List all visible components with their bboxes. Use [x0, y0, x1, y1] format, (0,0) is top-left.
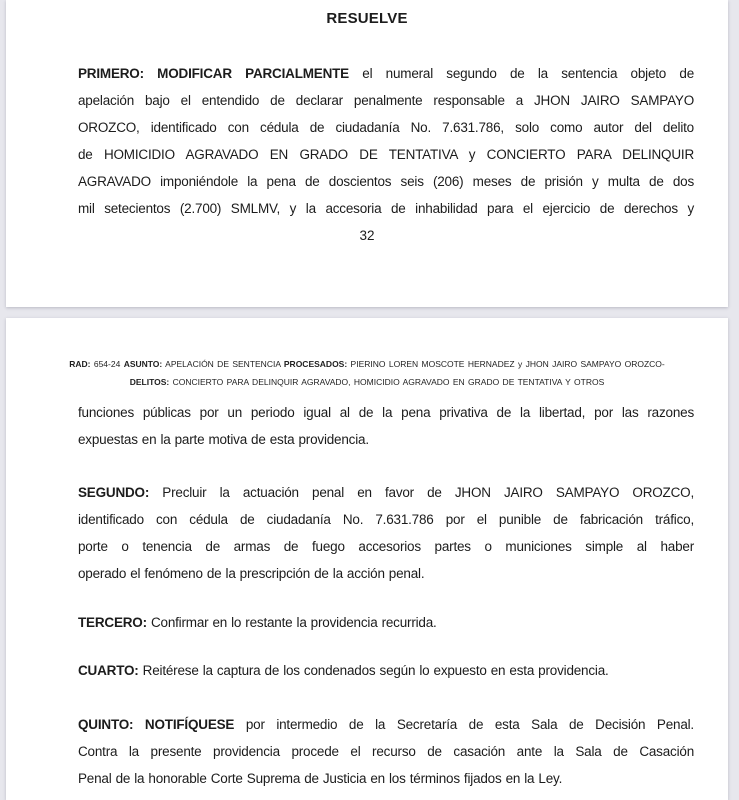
text-run: el numeral segundo de la sentencia objeto de: [349, 66, 694, 81]
page-number: 32: [359, 228, 375, 243]
case-header: [6, 355, 728, 391]
document-page-1: [6, 0, 728, 307]
text-line: [78, 141, 694, 168]
text-run: por intermedio de la Secretaría de esta Sala de Decisión Penal.: [234, 717, 694, 732]
text-run: mil setecientos (2.700) SMLMV, y la accesoria de inhabilidad para el ejercicio de derechos y: [78, 201, 694, 216]
text-line: [78, 609, 694, 636]
text-run: AGRAVADO imponiéndole la pena de doscientos seis (206) meses de prisión y multa de dos: [78, 174, 694, 189]
text-line: [78, 479, 694, 506]
text-line: [78, 657, 694, 684]
text-run: expuestas en la parte motiva de esta providencia.: [78, 432, 369, 447]
text-line: [78, 426, 694, 453]
text-line: [78, 533, 694, 560]
text-line: [78, 168, 694, 195]
text-line: [78, 87, 694, 114]
text-line: [78, 114, 694, 141]
text-run: apelación bajo el entendido de declarar penalmente responsable a JHON JAIRO SAMPAYO: [78, 93, 694, 108]
bold-text-run: DELITOS:: [129, 377, 170, 387]
text-run: de HOMICIDIO AGRAVADO EN GRADO DE TENTATIVA y CONCIERTO PARA DELINQUIR: [78, 147, 694, 162]
text-line: [66, 355, 668, 373]
text-line: [78, 195, 694, 222]
text-run: funciones públicas por un periodo igual al de la pena privativa de la libertad, por las razones: [78, 405, 694, 420]
paragraph-tercero: [6, 609, 728, 636]
text-line: [78, 506, 694, 533]
text-line: [66, 373, 668, 391]
section-heading-resuelve: RESUELVE: [326, 10, 408, 27]
paragraph-quinto: [6, 711, 728, 792]
text-run: PIERINO LOREN MOSCOTE HERNADEZ y JHON JAIRO SAMPAYO OROZCO-: [347, 359, 665, 369]
bold-text-run: CUARTO:: [78, 663, 139, 678]
document-page-2: [6, 318, 728, 800]
text-run: operado el fenómeno de la prescripción de la acción penal.: [78, 566, 425, 581]
text-run: Reitérese la captura de los condenados según lo expuesto en esta providencia.: [138, 663, 609, 678]
paragraph-segundo: [6, 479, 728, 587]
bold-text-run: ASUNTO:: [123, 359, 163, 369]
text-line: [78, 560, 694, 587]
text-run: OROZCO, identificado con cédula de ciudadanía No. 7.631.786, solo como autor del delito: [78, 120, 694, 135]
text-run: CONCIERTO PARA DELINQUIR AGRAVADO, HOMICIDIO AGRAVADO EN GRADO DE TENTATIVA Y OTROS: [169, 377, 605, 387]
paragraph-cuarto: [6, 657, 728, 684]
bold-text-run: SEGUNDO:: [78, 485, 150, 500]
text-line: [78, 765, 694, 792]
paragraph-primero: [6, 60, 728, 222]
text-line: [78, 738, 694, 765]
text-run: APELACIÓN DE SENTENCIA: [162, 359, 284, 369]
paragraph-primero-continuation: [6, 399, 728, 453]
bold-text-run: PRIMERO: MODIFICAR PARCIALMENTE: [78, 66, 349, 81]
text-line: [78, 60, 694, 87]
text-run: Confirmar en lo restante la providencia recurrida.: [146, 615, 437, 630]
text-run: 654-24: [90, 359, 124, 369]
bold-text-run: TERCERO:: [78, 615, 147, 630]
text-run: identificado con cédula de ciudadanía No. 7.631.786 por el punible de fabricación tráfico,: [78, 512, 694, 527]
text-run: Contra la presente providencia procede el recurso de casación ante la Sala de Casación: [78, 744, 694, 759]
text-run: porte o tenencia de armas de fuego accesorios partes o municiones simple al haber: [78, 539, 694, 554]
bold-text-run: QUINTO: NOTIFÍQUESE: [78, 717, 235, 732]
text-line: [78, 399, 694, 426]
text-run: Precluir la actuación penal en favor de JHON JAIRO SAMPAYO OROZCO,: [149, 485, 694, 500]
bold-text-run: RAD:: [69, 359, 91, 369]
bold-text-run: PROCESADOS:: [283, 359, 348, 369]
text-run: Penal de la honorable Corte Suprema de Justicia en los términos fijados en la Ley.: [78, 771, 563, 786]
text-line: [78, 711, 694, 738]
